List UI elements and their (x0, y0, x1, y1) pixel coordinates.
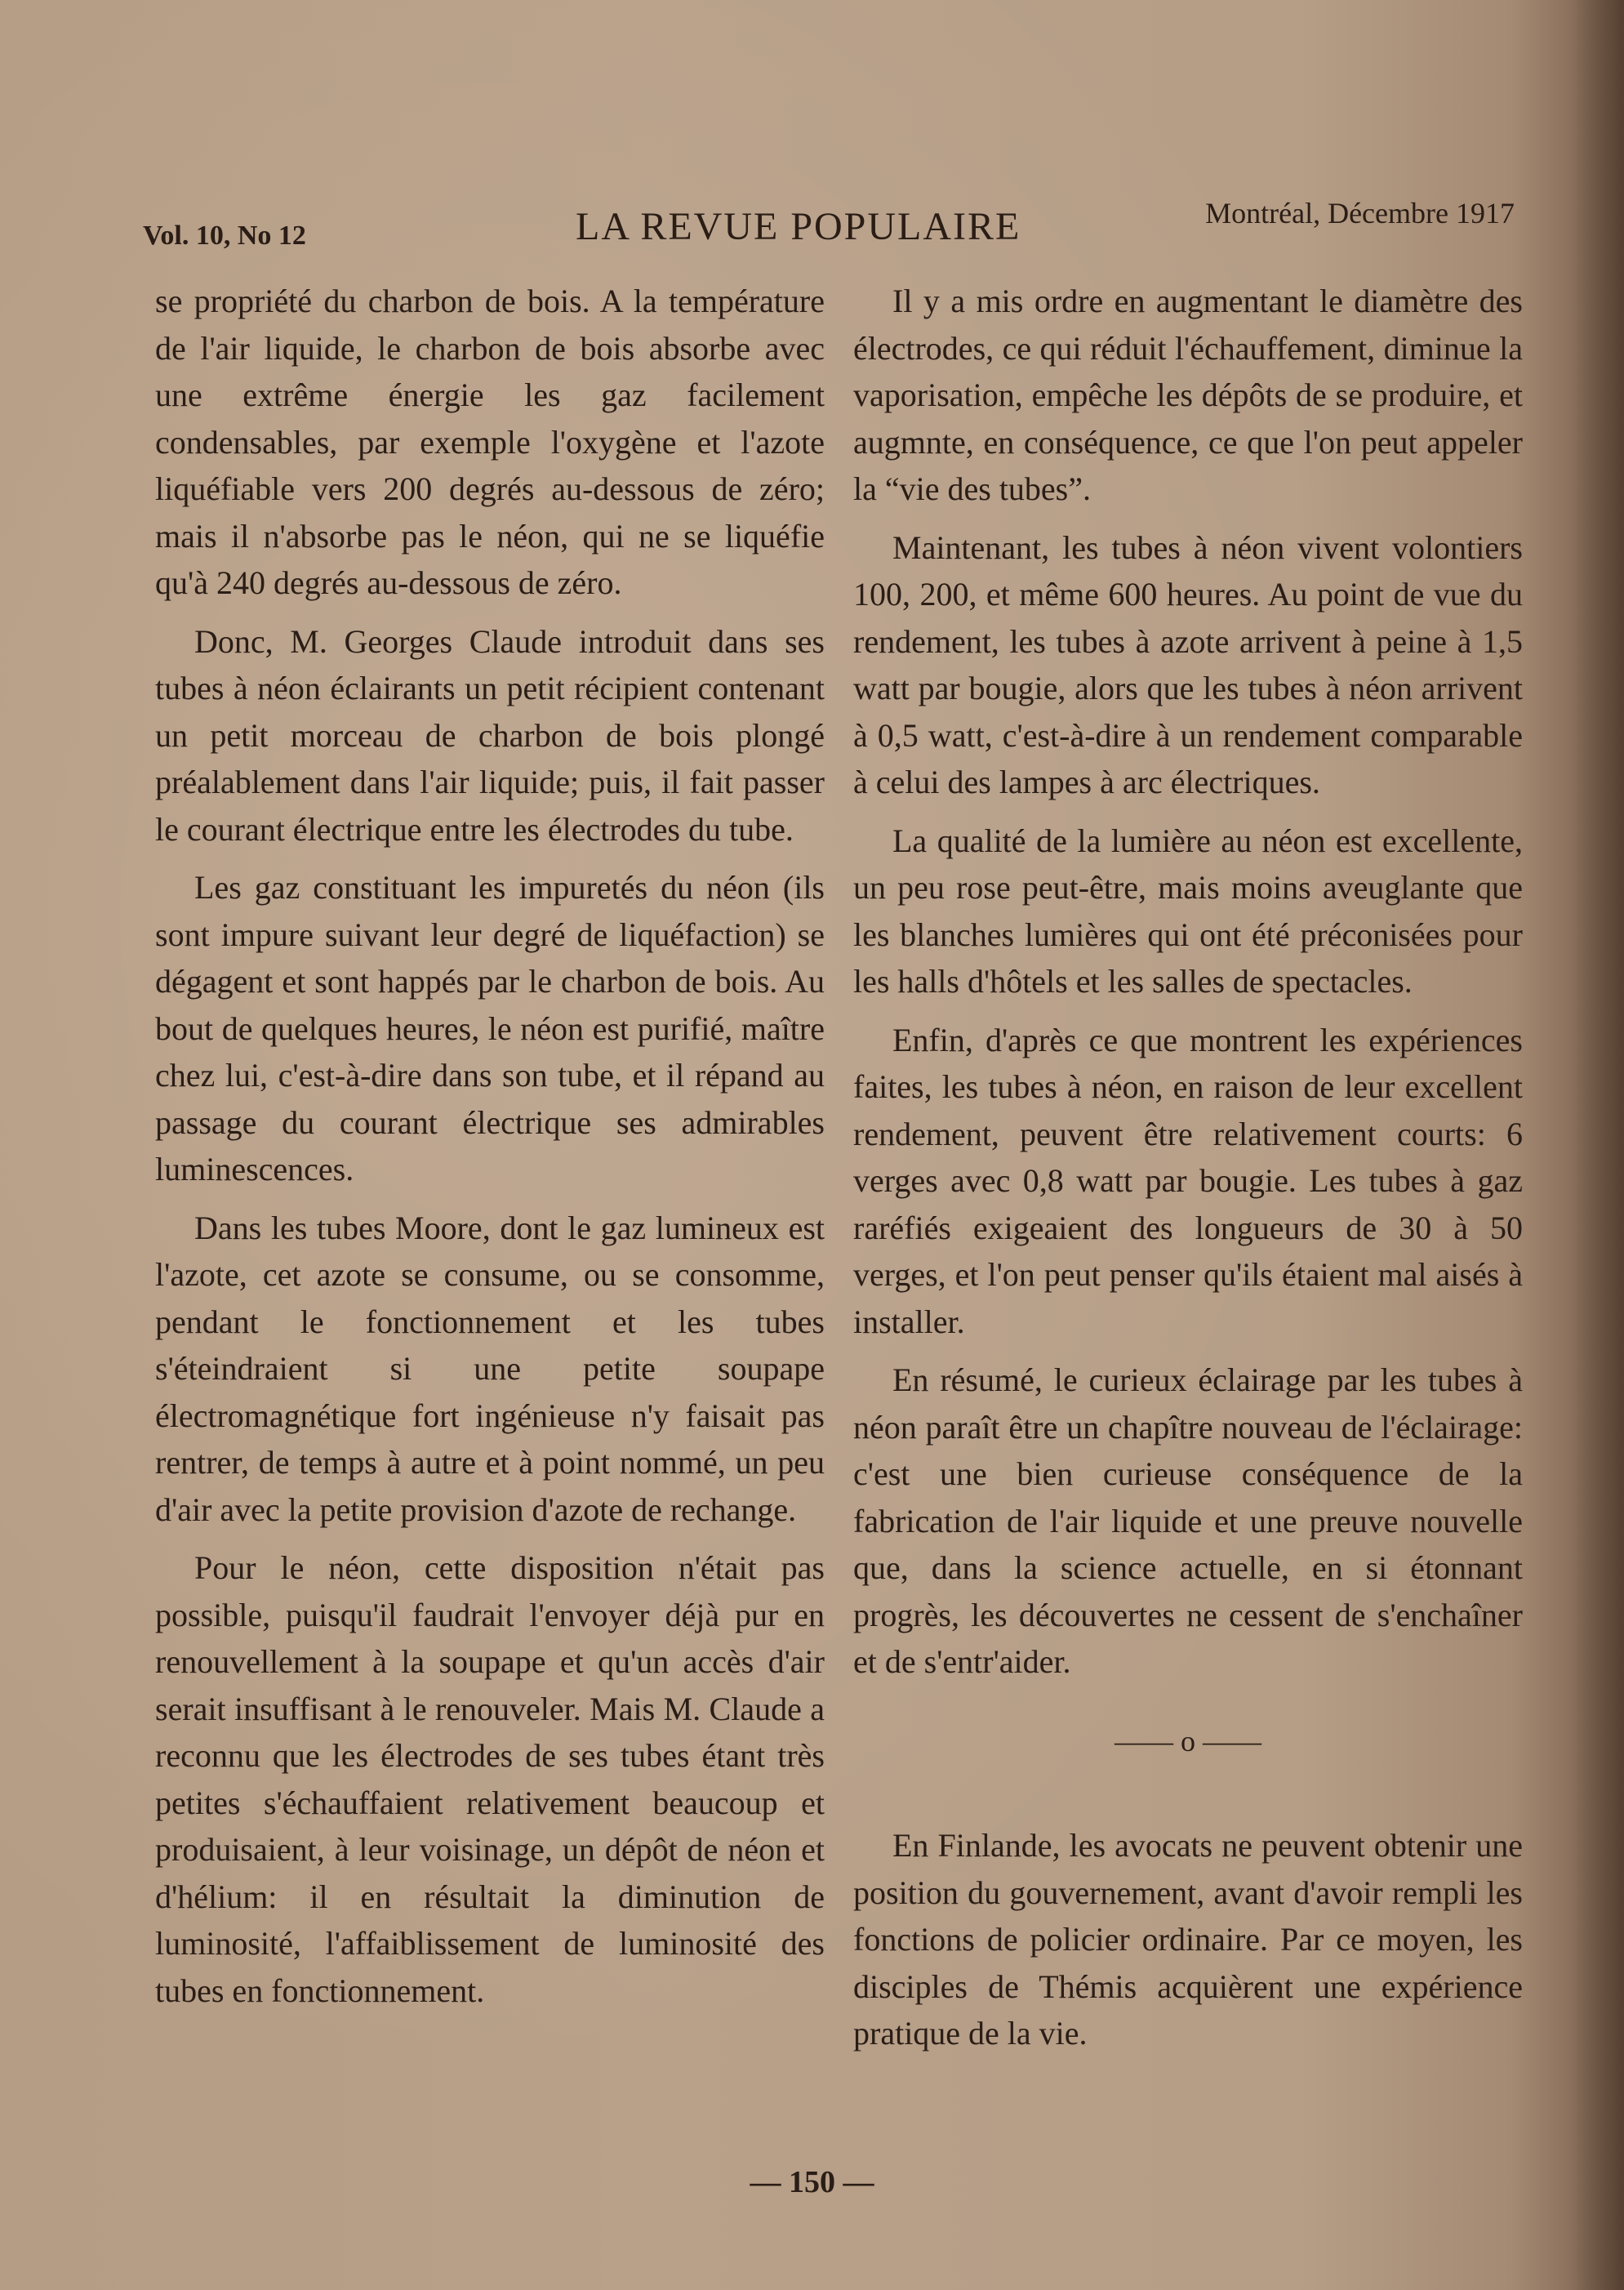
paragraph: La qualité de la lumière au néon est excellente, un peu rose peut-être, mais moins aveuglante que les blanches lumières qui ont été préconisées pour les halls d'hôtels et les salles de spectacles. (853, 822, 1523, 1000)
left-column (155, 278, 825, 2025)
paragraph: se propriété du charbon de bois. A la température de l'air liquide, le charbon de bois absorbe avec une extrême énergie les gaz facilement condensables, par exemple l'oxygène et l'azote liquéfiable vers 200 degrés au-dessous de zéro; mais il n'absorbe pas le néon, qui ne se liquéfie qu'à 240 degrés au-dessous de zéro. (155, 283, 825, 601)
paragraph: En résumé, le curieux éclairage par les tubes à néon paraît être un chapître nouveau de l'éclairage: c'est une bien curieuse conséquence de la fabrication de l'air liquide et une preuve nouvelle que, dans la science actuelle, en si étonnant progrès, les découvertes ne cessent de s'enchaîner et de s'entr'aider. (853, 1361, 1523, 1680)
publication-title: LA REVUE POPULAIRE (576, 205, 1021, 248)
paragraph: Donc, M. Georges Claude introduit dans ses tubes à néon éclairants un petit récipient contenant un petit morceau de charbon de bois plongé préalablement dans l'air liquide; puis, il fait passer le courant électrique entre les électrodes du tube. (155, 622, 825, 848)
section-separator: —— o —— (1115, 1724, 1261, 1758)
page-edge-shadow (1567, 0, 1624, 2290)
paragraph: Maintenant, les tubes à néon vivent volontiers 100, 200, et même 600 heures. Au point de vue du rendement, les tubes à azote arrivent à peine à 1,5 watt par bougie, alors que les tubes à néon arrivent à 0,5 watt, c'est-à-dire à un rendement comparable à celui des lampes à arc électriques. (853, 528, 1523, 800)
paragraph: Enfin, d'après ce que montrent les expériences faites, les tubes à néon, en raison de leur excellent rendement, peuvent être relativement courts: 6 verges avec 0,8 watt par bougie. Les tubes à gaz raréfiés exigeaient des longueurs de 30 à 50 verges, et l'on peut penser qu'ils étaient mal aisés à installer. (853, 1021, 1523, 1340)
dateline: Montréal, Décembre 1917 (1205, 197, 1515, 229)
page-number: — 150 — (750, 2165, 874, 2199)
paragraph: Pour le néon, cette disposition n'était pas possible, puisqu'il faudrait l'envoyer déjà pur en renouvellement à la soupape et qu'un accès d'air serait insuffisant à le renouveler. Mais M. Claude a reconnu que les électrodes de ses tubes étant très petites s'échauffaient relativement beaucoup et produisaient, à leur voisinage, un dépôt de néon et d'hélium: il en résultait la diminution de luminosité, l'affaiblissement de luminosité des tubes en fonctionnement. (155, 1549, 825, 2009)
paragraph: Il y a mis ordre en augmentant le diamètre des électrodes, ce qui réduit l'échauffement, diminue la vaporisation, empêche les dépôts de se produire, et augmnte, en conséquence, ce que l'on peut appeler la “vie des tubes”. (853, 283, 1523, 507)
finlande-paragraph: En Finlande, les avocats ne peuvent obtenir une position du gouvernement, avant d'avoir rempli les fonctions de policier ordinaire. Par ce moyen, les disciples de Thémis acquièrent une expérience pratique de la vie. (853, 1827, 1523, 2052)
running-header (143, 196, 1515, 261)
volume-number: Vol. 10, No 12 (143, 221, 306, 251)
paragraph: Dans les tubes Moore, dont le gaz lumineux est l'azote, cet azote se consume, ou se consomme, pendant le fonctionnement et les tubes s'éteindraient si une petite soupape électromagnétique fort ingénieuse n'y faisait pas rentrer, de temps à autre et à point nommé, un peu d'air avec la petite provision d'azote de rechange. (155, 1209, 825, 1528)
right-column (853, 278, 1523, 2069)
paragraph: Les gaz constituant les impuretés du néon (ils sont impure suivant leur degré de liquéfaction) se dégagent et sont happés par le charbon de bois. Au bout de quelques heures, le néon est purifié, maître chez lui, c'est-à-dire dans son tube, et il répand au passage du courant électrique ses admirables luminescences. (155, 869, 825, 1187)
